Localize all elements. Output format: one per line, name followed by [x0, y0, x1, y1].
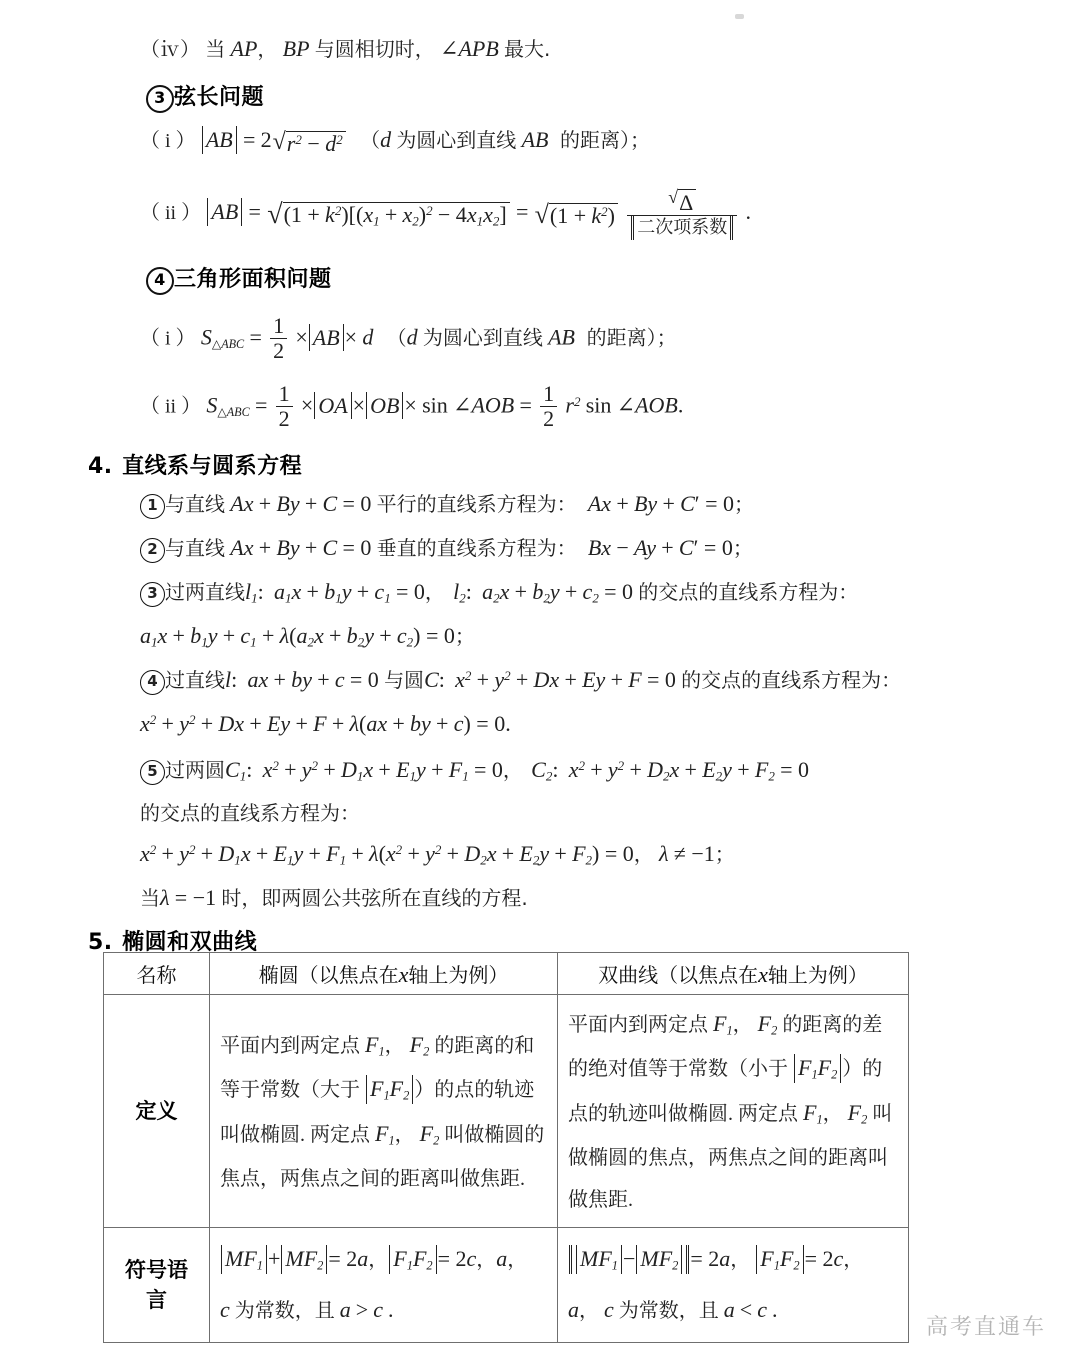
definition-ellipse-text: 平面内到两定点 $F_1$， $F_2$ 的距离的和 等于常数（大于 $F_1F_2$ ）的点的轨迹 叫做椭圆. 两定点 $F_1$， $F_2$ 叫做椭圆的 焦点，两焦点之间的距离叫做焦距. [220, 1032, 545, 1190]
section4-item-4-line2: $x^2 + y^2 + Dx + Ey + F + \lambda(ax$ + by + c) = 0. [140, 711, 511, 736]
circled-number-4b: 4 [140, 670, 165, 695]
header-hyperbola-pre: 双曲线（以焦点在 [598, 963, 759, 987]
heading-chord-label: 弦长问题 [174, 85, 265, 110]
circled-number-4: 4 [146, 267, 174, 295]
header-name: 名称 [104, 953, 210, 995]
area-formula-i: （ i ） $S_{\triangle ABC}$ = $\frac{1}{2}$ × AB × d （d 为圆心到直线 AB 的距离）； [140, 313, 677, 363]
s4-i4-mid: 与圆 [384, 668, 425, 692]
s4-i2-mid: 垂直的直线系方程为： [376, 536, 577, 560]
symbolic-hyperbola-text: $MF_1 - MF_2 = 2a$， $F_1F_2 = 2c$， a， c 为常数，且 a < c . [568, 1246, 864, 1323]
item-iv-math-3: ∠APB [440, 36, 499, 61]
section-4-title: 直线系与圆系方程 [122, 454, 303, 479]
section4-item-4-line1: 4 过直线l: ax + by + c = 0 与圆C: $x^2 + y^2 + Dx + Ey + F = 0$ 的交点的直线系方程为： [140, 669, 901, 695]
item-iv-text-1: 当 [205, 37, 226, 61]
definition-ellipse-cell [210, 995, 558, 1228]
definition-hyperbola-text: 平面内到两定点 $F_1$， $F_2$ 的距离的差 的绝对值等于常数（小于 $F_1F_2$ ）的 点的轨迹叫做椭圆. 两定点 $F_1$， $F_2$ 叫 做椭圆的焦点，两焦点之间的距离叫 做焦距. [568, 1011, 893, 1212]
page-artifact-mark [735, 14, 744, 19]
item-iv-math-1: AP [230, 36, 258, 61]
area-formula-ii: （ ii ） $S_{\triangle ABC}$ = $\frac{1}{2}$ × OA × OB × sin ∠AOB = $\frac{1}{2}$ $r^2$ sin ∠AOB. [140, 381, 684, 431]
header-hyperbola-post: 轴上为例） [767, 963, 868, 987]
header-ellipse-var: x [398, 962, 409, 987]
section-4-number: 4. [88, 454, 113, 479]
header-ellipse [210, 953, 558, 995]
item-iv-math-2: BP [282, 36, 310, 61]
header-ellipse-pre: 椭圆（以焦点在 [258, 963, 399, 987]
heading-area-label: 三角形面积问题 [174, 267, 332, 292]
s4-i3-lead: 过两直线 [165, 580, 245, 604]
item-iv-marker: （ⅳ） [140, 39, 200, 61]
item-iv-text-3: 最大. [504, 37, 551, 61]
section4-item-5-line3: $x^2 + y^2 + D_1x + E_1y + F_1 + \lambda(x^2 + y^2 + D_2x + E_2y + F_2) = 0$， λ ≠ −1； [140, 841, 735, 868]
section4-item-2: 2 与直线 Ax + By + C = 0 垂直的直线系方程为： Bx − Ay + C′ = 0； [140, 537, 753, 563]
circled-number-3: 3 [146, 85, 174, 113]
definition-hyperbola-cell [558, 995, 909, 1228]
symbolic-hyperbola-cell [558, 1228, 909, 1342]
row-label-definition: 定义 [104, 995, 210, 1228]
section-5-title: 椭圆和双曲线 [122, 930, 258, 955]
symbolic-ellipse-cell [210, 1228, 558, 1342]
table-header-row [104, 953, 909, 995]
section4-item-1: 1 与直线 Ax + By + C = 0 平行的直线系方程为： Ax + By + C′ = 0； [140, 493, 754, 519]
header-hyperbola [558, 953, 909, 995]
item-iv-text-2: 与圆相切时， [314, 37, 435, 61]
header-hyperbola-var: x [758, 962, 768, 987]
area-ii-marker: （ ii ） [140, 395, 202, 418]
s4-i1-lead: 与直线 [165, 492, 225, 516]
conic-comparison-table [103, 952, 909, 1343]
heading-chord-problem [146, 80, 264, 113]
row-label-symbolic: 符号语 言 [104, 1228, 210, 1342]
s4-i1-mid: 平行的直线系方程为： [376, 492, 577, 516]
item-iv-line: （ⅳ） 当 AP， BP 与圆相切时， ∠APB 最大. [140, 36, 551, 61]
circled-number-1: 1 [140, 494, 165, 519]
circled-number-5: 5 [140, 760, 165, 785]
chord-ii-marker: （ ii ） [140, 202, 202, 225]
conic-comparison-table-wrapper [103, 952, 893, 1343]
chord-formula-i: （ i ） AB = 2 √ $r^2 - d^2$ （d 为圆心到直线 AB 的距离）； [140, 127, 651, 157]
section4-item-5-line2 [140, 803, 360, 824]
s4-i5-lead: 过两圆 [165, 758, 225, 782]
table-row-symbolic [104, 1228, 909, 1342]
chord-formula-ii: （ ii ） AB = √ $(1 + k^2)[(x_1 + x_2)^2 - 4x_1x_2]$ = √ $(1 + k^2)$ √ Δ 二次项系数 . [140, 187, 751, 238]
section4-item-3-line1: 3 过两直线$l_1$: $a_1x + b_1y + c_1 = 0$， $l_2$: $a_2x + b_2y + c_2 = 0$ 的交点的直线系方程为： [140, 581, 858, 607]
s4-i3-tail: 的交点的直线系方程为： [638, 580, 859, 604]
section4-item-5-line1: 5 过两圆$C_1$: $x^2 + y^2 + D_1x + E_1y + F_1 = 0$， $C_2$: $x^2 + y^2 + D_2x + E_2y + F_2 = 0$ [140, 759, 809, 785]
watermark: 高考直通车 [925, 1315, 1046, 1340]
section4-item-3-line2: $a_1x + b_1y + c_1 + \lambda(a_2x + b_2y + c_2) = 0$； [140, 623, 475, 650]
header-ellipse-post: 轴上为例） [408, 963, 509, 987]
symbolic-ellipse-text: $MF_1 + MF_2 = 2a$， $F_1F_2 = 2c$，a， c 为常数，且 a > c . [220, 1246, 528, 1323]
area-i-marker: （ i ） [140, 327, 196, 350]
circled-number-3b: 3 [140, 582, 165, 607]
table-row-definition [104, 995, 909, 1228]
heading-triangle-area-problem [146, 262, 332, 295]
section-5-number: 5. [88, 930, 113, 955]
delta-over-coefficient: √ Δ 二次项系数 [627, 187, 737, 240]
s4-i4-tail: 的交点的直线系方程为： [681, 668, 902, 692]
section4-item-5-line4: 当λ = −1 时，即两圆公共弦所在直线的方程. [140, 885, 528, 910]
s4-i4-lead: 过直线 [165, 668, 225, 692]
circled-number-2: 2 [140, 538, 165, 563]
s4-i5-line2-text: 的交点的直线系方程为： [140, 801, 360, 825]
section-4-heading [88, 449, 302, 480]
s4-i2-lead: 与直线 [165, 536, 225, 560]
chord-i-marker: （ i ） [140, 130, 196, 152]
